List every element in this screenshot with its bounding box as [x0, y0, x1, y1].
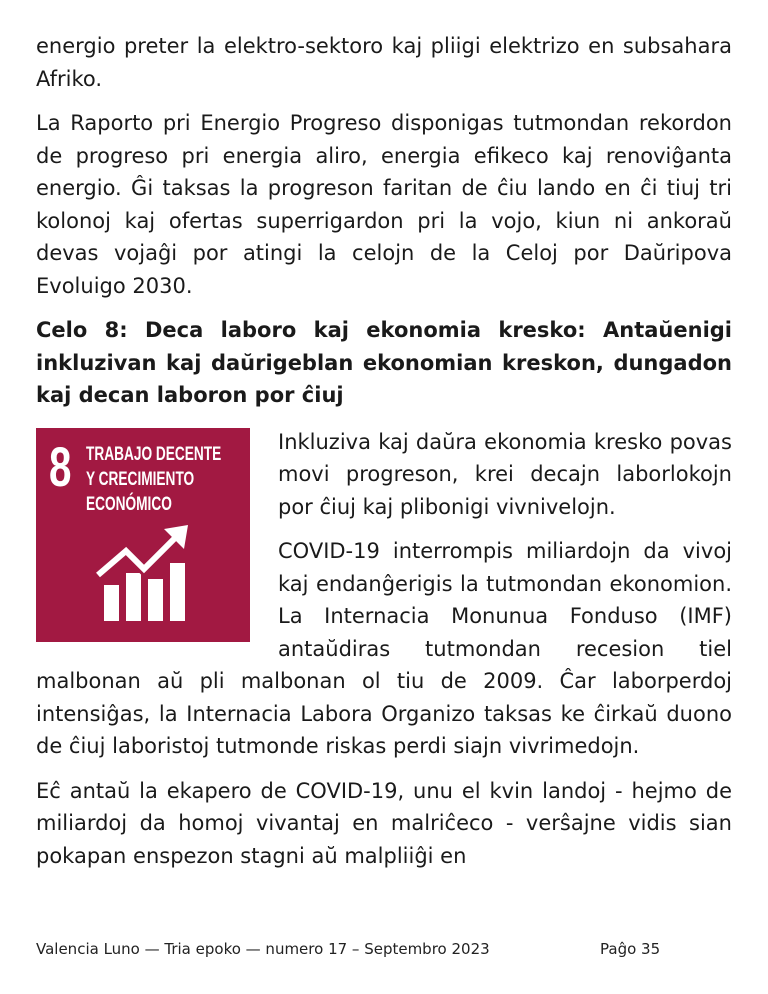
- paragraph-inclusive-growth: Inkluziva kaj daŭra ekonomia kresko povas movi progreson, krei decajn laborlokojn por ĉiuj kaj plibonigi vivnivelojn.: [278, 429, 732, 519]
- footer-publication: Valencia Luno — Tria epoko — numero 17 – Septembro 2023: [36, 940, 490, 958]
- paragraph-covid-impact: COVID-19 interrompis miliardojn da vivoj kaj endanĝerigis la tutmondan ekonomion. La Internacia Monunua Fonduso (IMF) antaŭdiras tutmondan recesion tiel malbonan aŭ pli malbonan ol tiu de 2009. Ĉar laborperdoj intensiĝas, la Internacia Labora Organizo taksas ke ĉirkaŭ duono de ĉiuj laboristoj tutmonde riskas perdi siajn vivrimedojn.: [36, 539, 732, 758]
- section-heading-goal-8: Celo 8: Deca laboro kaj ekonomia kresko: Antaŭenigi inkluzivan kaj daŭrigeblan ekonomian kreskon, dungadon kaj decan laboron por ĉiuj: [36, 318, 732, 407]
- sdg-title-line-1: TRABAJO DECENTE: [86, 443, 222, 465]
- sdg-number: 8: [49, 434, 72, 498]
- sdg-title-line-3: ECONÓMICO: [86, 493, 172, 515]
- growth-chart-icon: [96, 523, 196, 623]
- paragraph-poverty: Eĉ antaŭ la ekapero de COVID-19, unu el kvin landoj - hejmo de miliardoj da homoj vivantaj en malriĉeco - verŝajne vidis sian pokapan enspezon stagni aŭ malpliiĝi en: [36, 778, 732, 868]
- footer-page-number: Paĝo 35: [600, 940, 661, 958]
- sdg-title-line-2: Y CRECIMIENTO: [86, 468, 195, 490]
- paragraph-energy-report: La Raporto pri Energio Progreso disponigas tutmondan rekordon de progreso pri energia aliro, energia efikeco kaj renoviĝanta energio. Ĝi taksas la progreson faritan de ĉiu lando en ĉi tiuj tri kolonoj kaj ofertas superrigardon pri la vojo, kiun ni ankoraŭ devas vojaĝi por atingi la celojn de la Celoj por Daŭripova Evoluigo 2030.: [36, 111, 732, 298]
- sdg-8-logo: [36, 428, 250, 642]
- sdg-title: [86, 442, 222, 517]
- paragraph-energy-continuation: energio preter la elektro-sektoro kaj pliigi elektrizo en subsahara Afriko.: [36, 34, 732, 91]
- document-page: [36, 30, 732, 884]
